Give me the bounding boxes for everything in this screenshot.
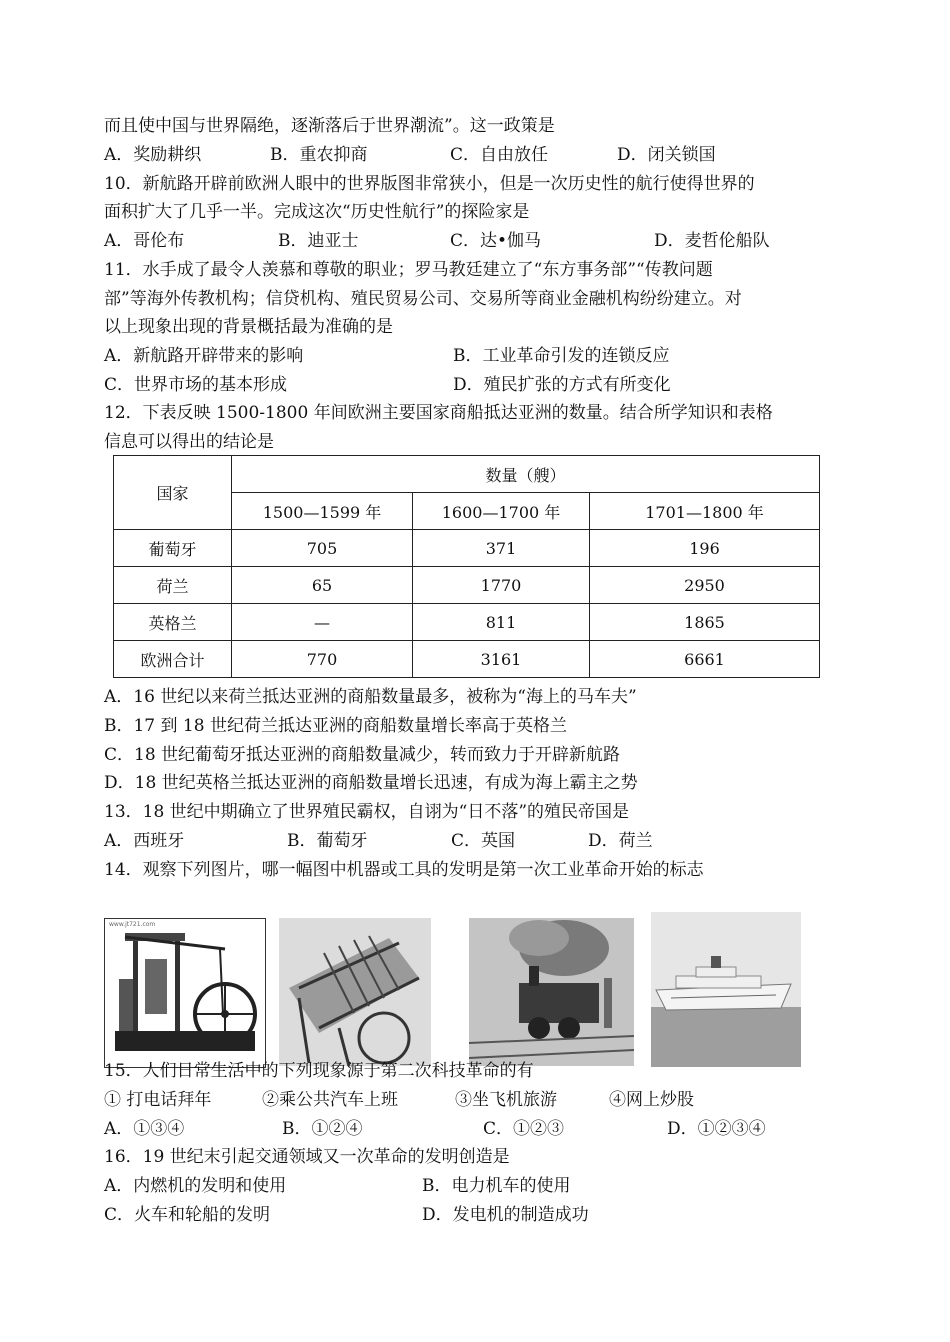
value-cell: 2950 [590, 567, 820, 604]
q15-item-3: ③坐飞机旅游 [455, 1090, 557, 1110]
q12-stem-line1: 12．下表反映 1500-1800 年间欧洲主要国家商船抵达亚洲的数量。结合所学知识和表格 [104, 403, 773, 423]
table-corner-header: 国家 [114, 456, 232, 530]
value-cell: 811 [413, 604, 590, 641]
steam-engine-image [104, 918, 266, 1068]
table-group-header: 数量（艘） [232, 456, 820, 493]
period-header: 1500—1599 年 [232, 493, 413, 530]
value-cell: 1770 [413, 567, 590, 604]
q13-option-d: D．荷兰 [588, 831, 653, 851]
value-cell: 3161 [413, 641, 590, 678]
q12-option-a: A．16 世纪以来荷兰抵达亚洲的商船数量最多，被称为“海上的马车夫” [104, 687, 637, 707]
q9-option-a: A．奖励耕织 [104, 145, 202, 165]
country-cell: 葡萄牙 [114, 530, 232, 567]
country-cell: 英格兰 [114, 604, 232, 641]
value-cell: 65 [232, 567, 413, 604]
value-cell: 1865 [590, 604, 820, 641]
cruise-ship-image [651, 912, 801, 1067]
q10-option-b: B．迪亚士 [278, 231, 359, 251]
value-cell: 705 [232, 530, 413, 567]
q15-option-b: B．①②④ [282, 1119, 363, 1139]
q12-stem-line2: 信息可以得出的结论是 [104, 432, 274, 452]
q10-option-c: C．达•伽马 [450, 231, 542, 251]
q11-option-d: D．殖民扩张的方式有所变化 [453, 375, 671, 395]
q16-option-c: C．火车和轮船的发明 [104, 1205, 271, 1225]
spinning-jenny-image [279, 918, 431, 1066]
image-watermark: www.jt721.com [109, 921, 156, 928]
steam-locomotive-image [469, 918, 634, 1066]
q13-option-a: A．西班牙 [104, 831, 185, 851]
table-row [114, 641, 820, 678]
q15-option-d: D．①②③④ [667, 1119, 766, 1139]
q15-option-c: C．①②③ [483, 1119, 565, 1139]
q12-option-d: D．18 世纪英格兰抵达亚洲的商船数量增长迅速，有成为海上霸主之势 [104, 773, 638, 793]
period-header: 1600—1700 年 [413, 493, 590, 530]
q16-option-d: D．发电机的制造成功 [422, 1205, 589, 1225]
q11-stem-line3: 以上现象出现的背景概括最为准确的是 [104, 317, 393, 337]
q9-option-d: D．闭关锁国 [617, 145, 716, 165]
q11-option-c: C．世界市场的基本形成 [104, 375, 288, 395]
q11-option-a: A．新航路开辟带来的影响 [104, 346, 304, 366]
table-row [114, 530, 820, 567]
table-row [114, 604, 820, 641]
q9-option-b: B．重农抑商 [270, 145, 368, 165]
q15-stem: 15．人们日常生活中的下列现象源于第二次科技革命的有 [104, 1061, 534, 1081]
country-cell: 欧洲合计 [114, 641, 232, 678]
q15-item-2: ②乘公共汽车上班 [262, 1090, 398, 1110]
q9-stem-continuation: 而且使中国与世界隔绝，逐渐落后于世界潮流”。这一政策是 [104, 116, 555, 136]
period-header: 1701—1800 年 [590, 493, 820, 530]
q10-stem-line1: 10．新航路开辟前欧洲人眼中的世界版图非常狭小，但是一次历史性的航行使得世界的 [104, 174, 755, 194]
q10-stem-line2: 面积扩大了几乎一半。完成这次“历史性航行”的探险家是 [104, 202, 530, 222]
q13-stem: 13．18 世纪中期确立了世界殖民霸权，自诩为“日不落”的殖民帝国是 [104, 802, 630, 822]
q16-option-a: A．内燃机的发明和使用 [104, 1176, 287, 1196]
q10-option-d: D．麦哲伦船队 [654, 231, 770, 251]
q16-stem: 16．19 世纪末引起交通领域又一次革命的发明创造是 [104, 1147, 510, 1167]
value-cell: 371 [413, 530, 590, 567]
q15-item-4: ④网上炒股 [609, 1090, 694, 1110]
q12-option-c: C．18 世纪葡萄牙抵达亚洲的商船数量减少，转而致力于开辟新航路 [104, 745, 621, 765]
q13-option-b: B．葡萄牙 [287, 831, 368, 851]
q9-option-c: C．自由放任 [450, 145, 549, 165]
q15-item-1: ① 打电话拜年 [104, 1090, 212, 1110]
q11-stem-line1: 11．水手成了最令人羡慕和尊敬的职业；罗马教廷建立了“东方事务部”“传教问题 [104, 260, 713, 280]
value-cell: 770 [232, 641, 413, 678]
q14-stem: 14．观察下列图片，哪一幅图中机器或工具的发明是第一次工业革命开始的标志 [104, 860, 704, 880]
table-row [114, 567, 820, 604]
q13-option-c: C．英国 [451, 831, 516, 851]
q11-option-b: B．工业革命引发的连锁反应 [453, 346, 670, 366]
value-cell: 6661 [590, 641, 820, 678]
value-cell: 196 [590, 530, 820, 567]
q12-option-b: B．17 到 18 世纪荷兰抵达亚洲的商船数量增长率高于英格兰 [104, 716, 567, 736]
q16-option-b: B．电力机车的使用 [422, 1176, 571, 1196]
q11-stem-line2: 部”等海外传教机构；信贷机构、殖民贸易公司、交易所等商业金融机构纷纷建立。对 [104, 289, 742, 309]
q10-option-a: A．哥伦布 [104, 231, 185, 251]
country-cell: 荷兰 [114, 567, 232, 604]
value-cell: — [232, 604, 413, 641]
ship-count-table [113, 455, 820, 678]
q15-option-a: A．①③④ [104, 1119, 185, 1139]
